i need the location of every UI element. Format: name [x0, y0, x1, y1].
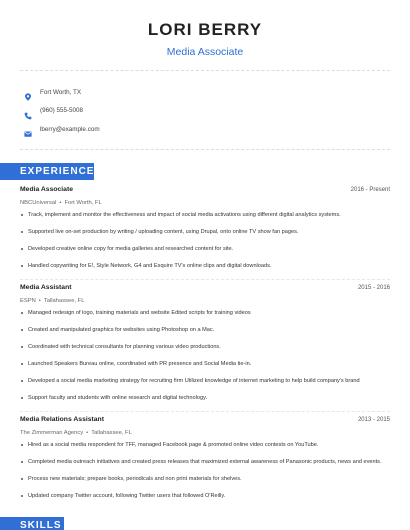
job-dates: 2013 - 2015 [357, 416, 390, 423]
job-title: Media Assistant [20, 283, 72, 291]
bullet-item: Developed creative online copy for media galleries and researched content for site. [20, 245, 390, 254]
resume-header [0, 0, 410, 58]
job-bullets [20, 309, 390, 403]
candidate-title: Media Associate [166, 46, 244, 58]
phone-icon [24, 107, 32, 115]
contact-info [0, 71, 410, 149]
phone-text: (960) 555-5008 [40, 107, 84, 114]
job-bullets [20, 441, 390, 501]
skills-heading: SKILLS [0, 517, 64, 530]
job-title: Media Associate [20, 186, 74, 193]
bullet-item: Coordinated with technical consultants for planning various video productions. [20, 343, 390, 352]
job-location: Tallahassee, FL [43, 297, 85, 304]
bullet-item: Launched Speakers Bureau online, coordinated with PR presence and Social Media tie-in. [20, 360, 390, 369]
email-text: lberry@example.com [40, 125, 100, 133]
bullet-item: Process new materials; prepare books, periodicals and non print materials for shelves. [20, 475, 390, 484]
email-icon [24, 125, 32, 133]
bullet-item: Created and manipulated graphics for websites using Photoshop on a Mac. [20, 326, 390, 335]
contact-phone [0, 102, 410, 120]
experience-heading: EXPERIENCE [0, 163, 94, 180]
job-company: ESPN [20, 297, 36, 304]
experience-section [20, 186, 390, 509]
job-location: Fort Worth, FL [64, 200, 102, 206]
job-entry: Media Associate 2016 - Present NBCUniversal • Fort Worth, FL Track, implement and monitor the effectiveness and impact of social media activations using different digital analytics systems. Supported live on-set production by writing / uploading content, using Drupal, onto online TV show fan pages. Developed creative online copy for media galleries and researched content for site. Handled copywriting for E!, Style Network, G4 and Esquire TV's online clips and digital downloads. [20, 186, 390, 269]
bullet-item: Updated company Twitter account, following Twitter users that followed O'Reilly. [20, 492, 390, 501]
job-title: Media Relations Assistant [20, 415, 104, 423]
contact-location [0, 83, 410, 101]
job-dates: 2015 - 2016 [357, 284, 390, 291]
bullet-item: Hired as a social media respondent for TFF, managed Facebook page & promoted online video contests on YouTube. [20, 441, 390, 450]
contact-email [0, 120, 410, 138]
location-pin-icon [24, 88, 32, 96]
job-company: The Zimmerman Agency [20, 429, 84, 436]
contact-divider [20, 149, 390, 150]
job-location: Tallahassee, FL [91, 429, 132, 436]
bullet-item: Track, implement and monitor the effectiveness and impact of social media activations using different digital analytics systems. [20, 211, 390, 220]
location-text: Fort Worth, TX [40, 88, 82, 96]
job-divider [20, 411, 390, 412]
job-dates: 2016 - Present [350, 187, 390, 193]
bullet-item: Managed redesign of logo, training materials and website Edited scripts for training videos [20, 309, 390, 318]
job-entry: Media Assistant 2015 - 2016 ESPN • Tallahassee, FL Managed redesign of logo, training materials and website Edited scripts for training videos Created and manipulated graphics for websites using Photoshop on a Mac. Coordinated with technical consultants for planning various video productions. Launched Speakers Bureau online, coordinated with PR presence and Social Media tie-in. Developed a social media marketing strategy for recruiting firm Utilized knowledge of internet marketing to help build company's brand Support faculty and students with online research and digital technology. [20, 283, 390, 401]
job-company: NBCUniversal [20, 200, 57, 206]
bullet-item: Developed a social media marketing strategy for recruiting firm Utilized knowledge of internet marketing to help build company's brand [20, 377, 390, 386]
job-entry: Media Relations Assistant 2013 - 2015 The Zimmerman Agency • Tallahassee, FL Hired as a social media respondent for TFF, managed Facebook page & promoted online video contests on YouTube. Completed media outreach initiatives and created press releases that maximized external awareness of Panasonic products, news and events. Process new materials; prepare books, periodicals and non print materials for shelves. Updated company Twitter account, following Twitter users that followed O'Reilly. [20, 415, 390, 499]
bullet-item: Supported live on-set production by writing / uploading content, using Drupal, onto online TV show fan pages. [20, 228, 390, 237]
bullet-item: Support faculty and students with online research and digital technology. [20, 394, 390, 403]
job-divider [20, 279, 390, 280]
candidate-name: LORI BERRY [147, 20, 263, 39]
job-bullets [20, 211, 390, 271]
bullet-item: Handled copywriting for E!, Style Network, G4 and Esquire TV's online clips and digital downloads. [20, 262, 390, 271]
bullet-item: Completed media outreach initiatives and created press releases that maximized external awareness of Panasonic products, news and events. [20, 458, 390, 467]
